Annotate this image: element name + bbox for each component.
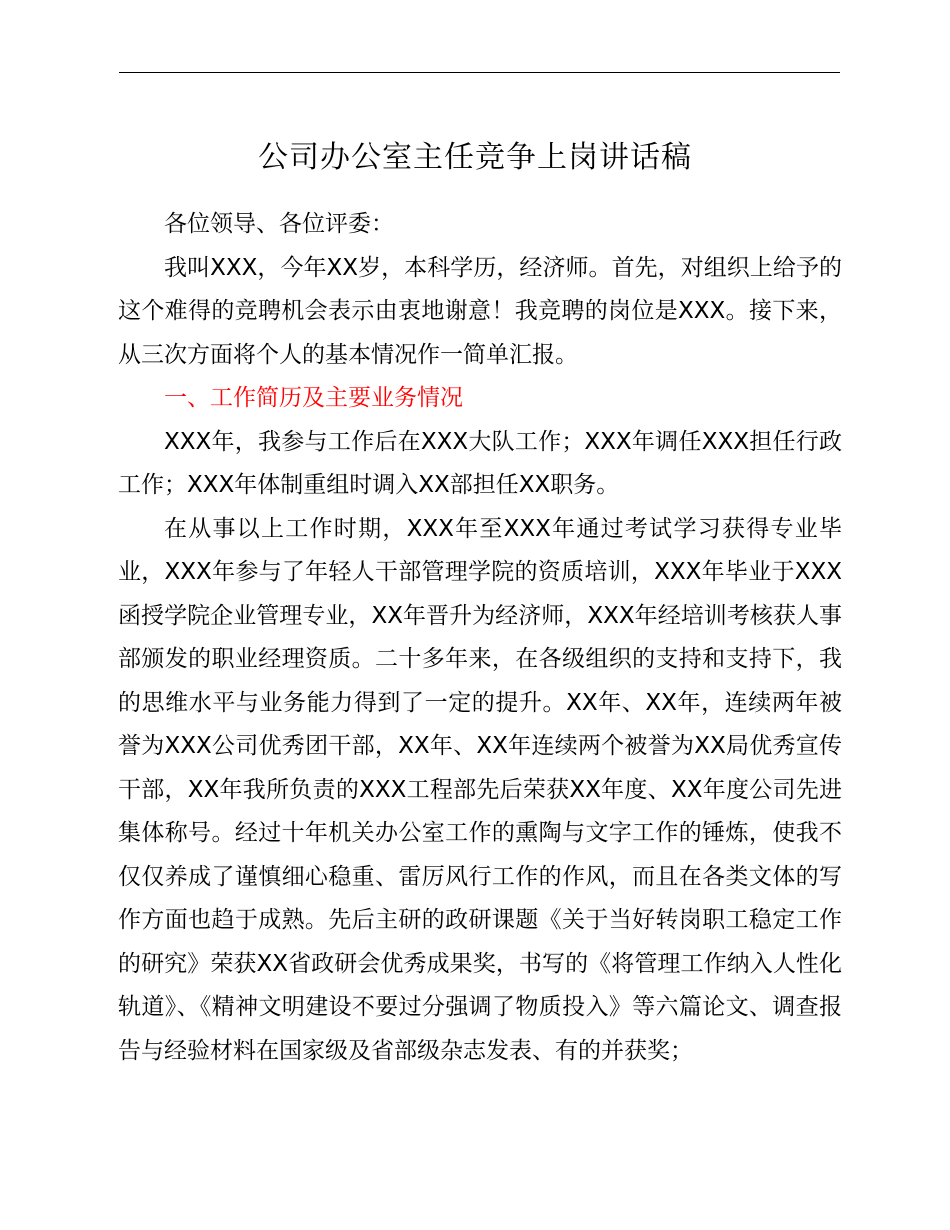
document-title: 公司办公室主任竞争上岗讲话稿 [258,140,692,175]
body-paragraph: 在从事以上工作时期，XXX年至XXX年通过考试学习获得专业毕业，XXX年参与了年轻人干部管理学院的资质培训，XXX年毕业于XXX函授学院企业管理专业，XX年晋升为经济师，XXX年经培训考核获人事部颁发的职业经理资质。二十多年来，在各级组织的支持和支持下，我的思维水平与业务能力得到了一定的提升。XX年、XX年，连续两年被誉为XXX公司优秀团干部，XX年、XX年连续两个被誉为XX局优秀宣传干部，XX年我所负责的XXX工程部先后荣获XX年度、XX年度公司先进集体称号。经过十年机关办公室工作的熏陶与文字工作的锤炼，使我不仅仅养成了谨慎细心稳重、雷厉风行工作的作风，而且在各类文体的写作方面也趋于成熟。先后主研的政研课题《关于当好转岗职工稳定工作的研究》荣获XX省政研会优秀成果奖，书写的《将管理工作纳入人性化轨道》、《精神文明建设不要过分强调了物质投入》等六篇论文、调查报告与经验材料在国家级及省部级杂志发表、有的并获奖； [118,515,842,1064]
salutation: 各位领导、各位评委： [164,211,394,237]
header-rule [119,72,840,73]
body-paragraph: XXX年，我参与工作后在XXX大队工作；XXX年调任XXX担任行政工作；XXX年体制重组时调入XX部担任XX职务。 [118,428,842,498]
section-heading: 一、工作简历及主要业务情况 [164,385,463,411]
document-body [118,203,842,1073]
intro-paragraph: 我叫XXX，今年XX岁，本科学历，经济师。首先，对组织上给予的这个难得的竞聘机会表示由衷地谢意！我竞聘的岗位是XXX。接下来，从三次方面将个人的基本情况作一简单汇报。 [118,254,842,368]
